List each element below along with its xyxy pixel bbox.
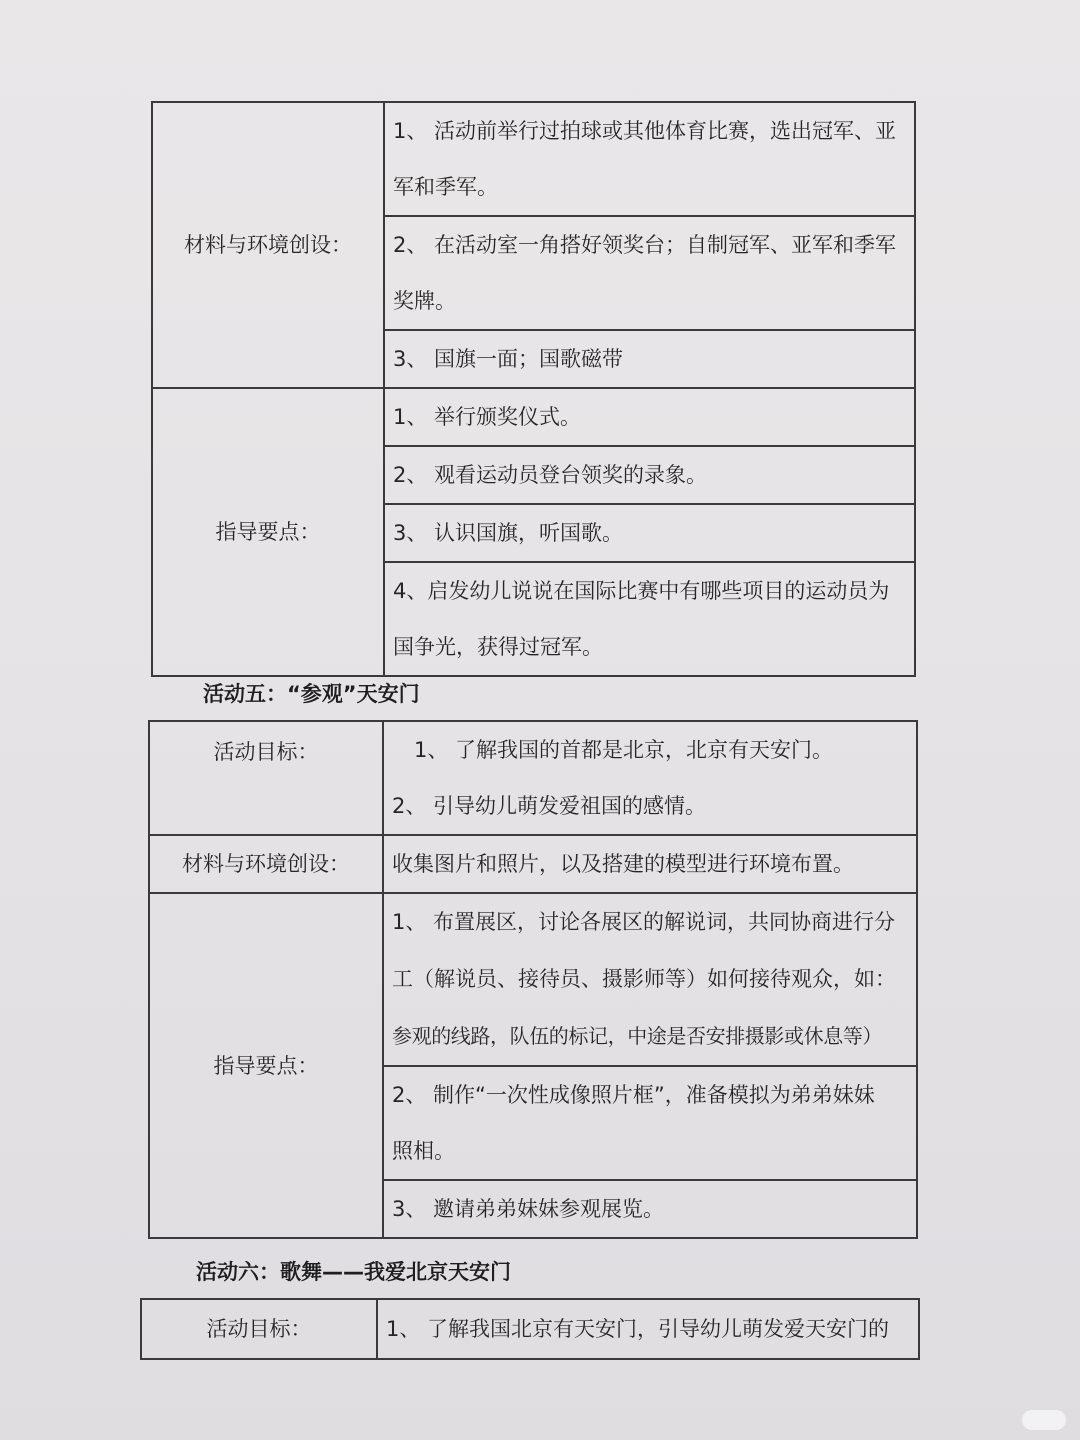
text-line: 工（解说员、接待员、摄影师等）如何接待观众，如： xyxy=(392,967,896,991)
text-line: 1、 举行颁奖仪式。 xyxy=(393,405,582,429)
guidance-item-1 xyxy=(383,893,917,1066)
table-activity-5 xyxy=(148,720,918,1239)
goal-cell xyxy=(383,721,917,835)
guidance-item-4 xyxy=(384,562,915,676)
text-line: 1、 了解我国的首都是北京，北京有天安门。 xyxy=(414,738,834,762)
label-goal: 活动目标： xyxy=(149,721,383,835)
materials-item-1 xyxy=(384,102,915,216)
text-line: 3、 邀请弟弟妹妹参观展览。 xyxy=(392,1197,665,1221)
text-line: 2、 引导幼儿萌发爱祖国的感情。 xyxy=(392,794,707,818)
heading-activity-5: 活动五：“参观”天安门 xyxy=(203,682,420,706)
text-line: 1、 活动前举行过拍球或其他体育比赛，选出冠军、亚 xyxy=(393,119,897,143)
guidance-item-1 xyxy=(384,388,915,446)
label-guidance: 指导要点： xyxy=(149,893,383,1238)
guidance-item-3 xyxy=(384,504,915,562)
text-line: 参观的线路，队伍的标记，中途是否安排摄影或休息等） xyxy=(392,1024,882,1048)
heading-activity-6: 活动六：歌舞——我爱北京天安门 xyxy=(196,1260,511,1284)
text-line: 3、 认识国旗，听国歌。 xyxy=(393,521,624,545)
text-line: 1、 了解我国北京有天安门，引导幼儿萌发爱天安门的 xyxy=(386,1317,890,1341)
text-line: 奖牌。 xyxy=(393,289,456,313)
text-line: 2、 制作“一次性成像照片框”，准备模拟为弟弟妹妹 xyxy=(392,1083,875,1107)
text-line: 国争光，获得过冠军。 xyxy=(393,635,603,659)
goal-cell xyxy=(377,1299,919,1359)
table-activity-4 xyxy=(151,101,916,677)
label-materials: 材料与环境创设： xyxy=(152,102,384,388)
label-materials: 材料与环境创设： xyxy=(149,835,383,893)
label-goal: 活动目标： xyxy=(141,1299,377,1359)
guidance-item-3 xyxy=(383,1180,917,1238)
text-line: 2、 观看运动员登台领奖的录象。 xyxy=(393,463,708,487)
materials-cell xyxy=(383,835,917,893)
materials-item-2 xyxy=(384,216,915,330)
text-line: 1、 布置展区，讨论各展区的解说词，共同协商进行分 xyxy=(392,910,896,934)
text-line: 收集图片和照片，以及搭建的模型进行环境布置。 xyxy=(392,852,854,876)
guidance-item-2 xyxy=(383,1066,917,1180)
guidance-item-2 xyxy=(384,446,915,504)
label-guidance: 指导要点： xyxy=(152,388,384,676)
text-line: 军和季军。 xyxy=(393,175,498,199)
materials-item-3 xyxy=(384,330,915,388)
watermark-badge xyxy=(1022,1410,1066,1430)
text-line: 2、 在活动室一角搭好领奖台；自制冠军、亚军和季军 xyxy=(393,233,897,257)
text-line: 照相。 xyxy=(392,1139,455,1163)
text-line: 3、 国旗一面；国歌磁带 xyxy=(393,347,624,371)
text-line: 4、启发幼儿说说在国际比赛中有哪些项目的运动员为 xyxy=(393,579,890,603)
table-activity-6 xyxy=(140,1298,920,1360)
